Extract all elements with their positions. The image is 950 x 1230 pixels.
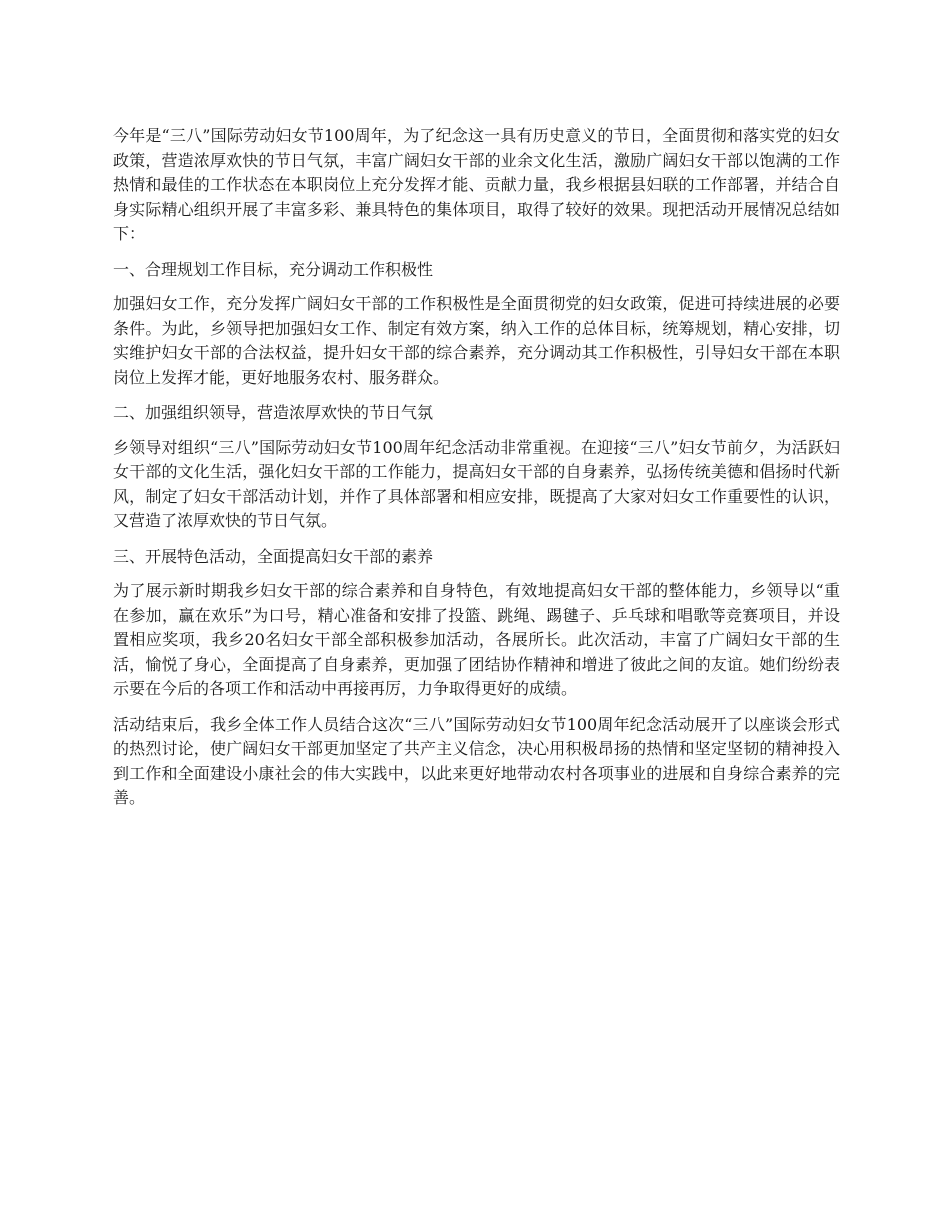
section-heading-1: 一、合理规划工作目标，充分调动工作积极性 — [113, 259, 434, 279]
section-3-paragraph: 为了展示新时期我乡妇女干部的综合素养和自身特色，有效地提高妇女干部的整体能力，乡领导以“重在参加，赢在欢乐”为口号，精心准备和安排了投篮、跳绳、踢毽子、乒乓球和唱歌等竞赛项目，并设置相应奖项，我乡20名妇女干部全部积极参加活动，各展所长。此次活动，丰富了广阔妇女干部的生活，愉悦了身心，全面提高了自身素养，更加强了团结协作精神和增进了彼此之间的友谊。她们纷纷表示要在今后的各项工作和活动中再接再厉，力争取得更好的成绩。 — [113, 581, 840, 698]
document-body — [113, 124, 840, 822]
section-heading-3: 三、开展特色活动，全面提高妇女干部的素养 — [113, 546, 434, 566]
section-2-paragraph: 乡领导对组织“三八”国际劳动妇女节100周年纪念活动非常重视。在迎接“三八”妇女节前夕，为活跃妇女干部的文化生活，强化妇女干部的工作能力，提高妇女干部的自身素养，弘扬传统美德和倡扬时代新风，制定了妇女干部活动计划，并作了具体部署和相应安排，既提高了大家对妇女工作重要性的认识，又营造了浓厚欢快的节日气氛。 — [113, 437, 840, 530]
intro-paragraph: 今年是“三八”国际劳动妇女节100周年，为了纪念这一具有历史意义的节日，全面贯彻和落实党的妇女政策，营造浓厚欢快的节日气氛，丰富广阔妇女干部的业余文化生活，激励广阔妇女干部以饱满的工作热情和最佳的工作状态在本职岗位上充分发挥才能、贡献力量，我乡根据县妇联的工作部署，并结合自身实际精心组织开展了丰富多彩、兼具特色的集体项目，取得了较好的效果。现把活动开展情况总结如下： — [113, 126, 840, 243]
closing-paragraph: 活动结束后，我乡全体工作人员结合这次“三八”国际劳动妇女节100周年纪念活动展开了以座谈会形式的热烈讨论，使广阔妇女干部更加坚定了共产主义信念，决心用积极昂扬的热情和坚定坚韧的精神投入到工作和全面建设小康社会的伟大实践中，以此来更好地带动农村各项事业的进展和自身综合素养的完善。 — [113, 714, 840, 807]
section-heading-2: 二、加强组织领导，营造浓厚欢快的节日气氛 — [113, 403, 434, 422]
section-1-paragraph: 加强妇女工作，充分发挥广阔妇女干部的工作积极性是全面贯彻党的妇女政策，促进可持续进展的必要条件。为此，乡领导把加强妇女工作、制定有效方案，纳入工作的总体目标，统筹规划，精心安排，切实维护妇女干部的合法权益，提升妇女干部的综合素养，充分调动其工作积极性，引导妇女干部在本职岗位上发挥才能，更好地服务农村、服务群众。 — [113, 294, 840, 387]
